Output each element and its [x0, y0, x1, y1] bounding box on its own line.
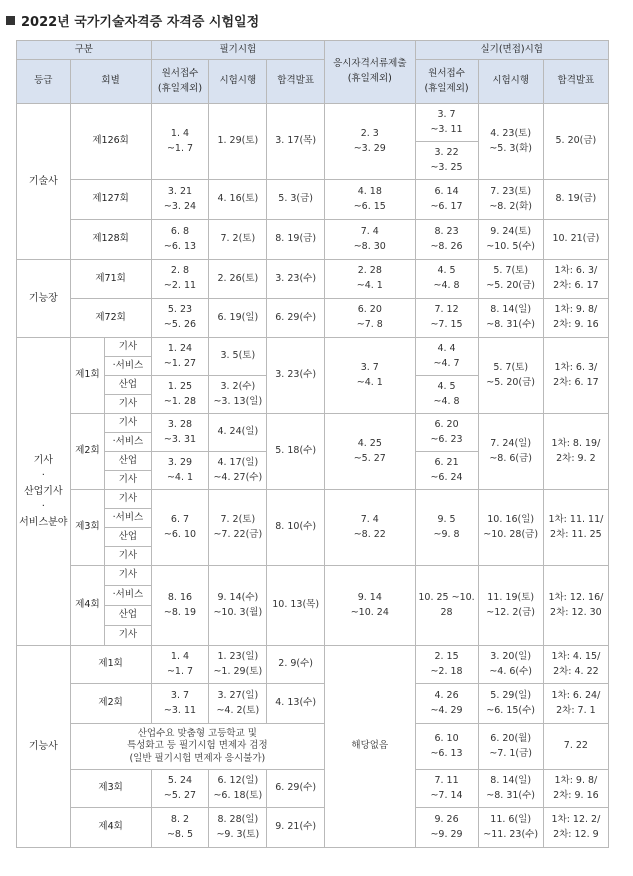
r128-w-result: 8. 19(금) [267, 220, 325, 260]
r126-w-exam: 1. 29(토) [209, 104, 267, 180]
table-row [17, 566, 609, 586]
sub-saneop: 산업 [105, 452, 151, 471]
g2-w-apply-a: 3. 28 ~3. 31 [151, 414, 209, 452]
r128-p-apply: 8. 23 ~8. 26 [415, 220, 478, 260]
r126-docs: 2. 3 ~3. 29 [325, 104, 415, 180]
sub-service: ·서비스 [105, 586, 151, 606]
n1-p-exam: 3. 20(일) ~4. 6(수) [478, 646, 543, 684]
round-g2: 제2회 [70, 414, 105, 490]
sub-service: ·서비스 [105, 509, 151, 528]
header-w-apply-label: 원서접수 [161, 67, 199, 79]
g1-p-apply-b: 4. 5 ~4. 8 [415, 376, 478, 414]
r126-w-apply: 1. 4 ~1. 7 [151, 104, 209, 180]
header-p-apply [415, 60, 478, 104]
n3-w-apply: 5. 24 ~5. 27 [151, 770, 209, 808]
special-exam-note: 산업수요 맞춤형 고등학교 및 특성화고 등 필기시험 면제자 검정 (일반 필기시험 면제자 응시불가) [70, 724, 324, 770]
g3-w-apply: 6. 7 ~6. 10 [151, 490, 209, 566]
n4-w-apply: 8. 2 ~8. 5 [151, 808, 209, 848]
sub-gisa2: 기사 [105, 395, 151, 414]
sub-saneop: 산업 [105, 528, 151, 547]
title-bullet-icon [6, 16, 15, 25]
g4-w-result: 10. 13(목) [267, 566, 325, 646]
round-n3: 제3회 [70, 770, 151, 808]
n3-p-apply: 7. 11 ~7. 14 [415, 770, 478, 808]
g2-p-apply-a: 6. 20 ~6. 23 [415, 414, 478, 452]
r126-p-exam: 4. 23(토) ~5. 3(화) [478, 104, 543, 180]
r127-w-apply: 3. 21 ~3. 24 [151, 180, 209, 220]
exam-schedule-table [16, 40, 609, 848]
sub-service: ·서비스 [105, 433, 151, 452]
r128-p-exam: 9. 24(토) ~10. 5(수) [478, 220, 543, 260]
g2-p-apply-b: 6. 21 ~6. 24 [415, 452, 478, 490]
n3-p-exam: 8. 14(일) ~8. 31(수) [478, 770, 543, 808]
n2-p-exam: 5. 29(일) ~6. 15(수) [478, 684, 543, 724]
n4-p-apply: 9. 26 ~9. 29 [415, 808, 478, 848]
g3-p-result: 1차: 11. 11/ 2차: 11. 25 [543, 490, 608, 566]
page-title-text: 2022년 국가기술자격증 자격증 시험일정 [21, 14, 260, 30]
header-written: 필기시험 [151, 41, 325, 60]
r71-p-exam: 5. 7(토) ~5. 20(금) [478, 260, 543, 299]
n4-w-result: 9. 21(수) [267, 808, 325, 848]
table-row [17, 104, 609, 142]
sub-gisa: 기사 [105, 338, 151, 357]
table-row [17, 770, 609, 808]
g1-w-apply-a: 1. 24 ~1. 27 [151, 338, 209, 376]
n1-w-result: 2. 9(수) [267, 646, 325, 684]
g1-w-result: 3. 23(수) [267, 338, 325, 414]
page-title [6, 8, 259, 32]
table-row [17, 180, 609, 220]
table-row [17, 684, 609, 724]
header-practical: 실기(면접)시험 [415, 41, 609, 60]
g4-p-apply: 10. 25 ~10. 28 [415, 566, 478, 646]
g2-w-apply-b: 3. 29 ~4. 1 [151, 452, 209, 490]
header-docs-label: 응시자격서류제출 [333, 58, 407, 70]
g2-w-exam-b: 4. 17(일) ~4. 27(수) [209, 452, 267, 490]
header-p-result: 합격발표 [543, 60, 608, 104]
round-g3: 제3회 [70, 490, 105, 566]
round-72: 제72회 [70, 299, 151, 338]
table-row [17, 299, 609, 338]
r71-p-apply: 4. 5 ~4. 8 [415, 260, 478, 299]
sub-service: ·서비스 [105, 357, 151, 376]
r71-w-exam: 2. 26(토) [209, 260, 267, 299]
g3-w-exam: 7. 2(토) ~7. 22(금) [209, 490, 267, 566]
r126-w-result: 3. 17(목) [267, 104, 325, 180]
r71-p-result: 1차: 6. 3/ 2차: 6. 17 [543, 260, 608, 299]
n2-p-apply: 4. 26 ~4. 29 [415, 684, 478, 724]
category-gineungsa: 기능사 [17, 646, 71, 848]
n4-w-exam: 8. 28(일) ~9. 3(토) [209, 808, 267, 848]
sub-saneop: 산업 [105, 376, 151, 395]
round-71: 제71회 [70, 260, 151, 299]
round-n2: 제2회 [70, 684, 151, 724]
n1-w-apply: 1. 4 ~1. 7 [151, 646, 209, 684]
g1-w-apply-b: 1. 25 ~1. 28 [151, 376, 209, 414]
round-g1: 제1회 [70, 338, 105, 414]
sub-gisa: 기사 [105, 566, 151, 586]
n3-w-result: 6. 29(수) [267, 770, 325, 808]
r72-w-apply: 5. 23 ~5. 26 [151, 299, 209, 338]
r72-p-apply: 7. 12 ~7. 15 [415, 299, 478, 338]
g4-p-exam: 11. 19(토) ~12. 2(금) [478, 566, 543, 646]
r127-p-apply: 6. 14 ~6. 17 [415, 180, 478, 220]
header-w-apply [151, 60, 209, 104]
g3-p-exam: 10. 16(일) ~10. 28(금) [478, 490, 543, 566]
r71-w-result: 3. 23(수) [267, 260, 325, 299]
sub-gisa: 기사 [105, 414, 151, 433]
r72-w-result: 6. 29(수) [267, 299, 325, 338]
table-row [17, 724, 609, 770]
ns-p-result: 7. 22 [543, 724, 608, 770]
sub-saneop: 산업 [105, 606, 151, 626]
g3-w-result: 8. 10(수) [267, 490, 325, 566]
header-round: 회별 [70, 60, 151, 104]
r128-w-exam: 7. 2(토) [209, 220, 267, 260]
table-row [17, 260, 609, 299]
g2-docs: 4. 25 ~5. 27 [325, 414, 415, 490]
sub-gisa: 기사 [105, 490, 151, 509]
n3-w-exam: 6. 12(일) ~6. 18(토) [209, 770, 267, 808]
table-row [17, 338, 609, 357]
table-row [17, 646, 609, 684]
round-128: 제128회 [70, 220, 151, 260]
r128-p-result: 10. 21(금) [543, 220, 608, 260]
g2-p-result: 1차: 8. 19/ 2차: 9. 2 [543, 414, 608, 490]
header-p-apply-label: 원서접수 [428, 67, 465, 79]
n3-p-result: 1차: 9. 8/ 2차: 9. 16 [543, 770, 608, 808]
r127-p-exam: 7. 23(토) ~8. 2(화) [478, 180, 543, 220]
round-126: 제126회 [70, 104, 151, 180]
round-127: 제127회 [70, 180, 151, 220]
r127-w-exam: 4. 16(토) [209, 180, 267, 220]
sub-gisa2: 기사 [105, 471, 151, 490]
r127-docs: 4. 18 ~6. 15 [325, 180, 415, 220]
n2-p-result: 1차: 6. 24/ 2차: 7. 1 [543, 684, 608, 724]
r71-docs: 2. 28 ~4. 1 [325, 260, 415, 299]
header-p-exam: 시험시행 [478, 60, 543, 104]
r127-p-result: 8. 19(금) [543, 180, 608, 220]
header-grade: 등급 [17, 60, 71, 104]
category-gineungjang: 기능장 [17, 260, 71, 338]
g1-w-exam-b: 3. 2(수) ~3. 13(일) [209, 376, 267, 414]
header-w-result: 합격발표 [267, 60, 325, 104]
sub-gisa2: 기사 [105, 626, 151, 646]
n4-p-result: 1차: 12. 2/ 2차: 12. 9 [543, 808, 608, 848]
category-gisa: 기사 · 산업기사 · 서비스분야 [17, 338, 71, 646]
r72-p-exam: 8. 14(일) ~8. 31(수) [478, 299, 543, 338]
g2-w-result: 5. 18(수) [267, 414, 325, 490]
n1-w-exam: 1. 23(일) ~1. 29(토) [209, 646, 267, 684]
sub-gisa2: 기사 [105, 547, 151, 566]
header-docs-sub: (휴일제외) [347, 73, 392, 84]
g4-p-result: 1차: 12. 16/ 2차: 12. 30 [543, 566, 608, 646]
g1-p-result: 1차: 6. 3/ 2차: 6. 17 [543, 338, 608, 414]
r126-p-result: 5. 20(금) [543, 104, 608, 180]
r71-w-apply: 2. 8 ~2. 11 [151, 260, 209, 299]
ns-p-exam: 6. 20(월) ~7. 1(금) [478, 724, 543, 770]
n1-p-result: 1차: 4. 15/ 2차: 4. 22 [543, 646, 608, 684]
header-docs [325, 41, 415, 104]
g3-docs: 7. 4 ~8. 22 [325, 490, 415, 566]
g2-w-exam-a: 4. 24(일) [209, 414, 267, 452]
ns-p-apply: 6. 10 ~6. 13 [415, 724, 478, 770]
table-row [17, 220, 609, 260]
table-row [17, 808, 609, 848]
round-n4: 제4회 [70, 808, 151, 848]
category-gisulsa: 기술사 [17, 104, 71, 260]
g1-p-exam: 5. 7(토) ~5. 20(금) [478, 338, 543, 414]
header-gubun: 구분 [17, 41, 152, 60]
r126-p-apply-b: 3. 22 ~3. 25 [415, 142, 478, 180]
r72-p-result: 1차: 9. 8/ 2차: 9. 16 [543, 299, 608, 338]
r127-w-result: 5. 3(금) [267, 180, 325, 220]
r128-docs: 7. 4 ~8. 30 [325, 220, 415, 260]
n2-w-result: 4. 13(수) [267, 684, 325, 724]
n4-p-exam: 11. 6(일) ~11. 23(수) [478, 808, 543, 848]
g4-w-apply: 8. 16 ~8. 19 [151, 566, 209, 646]
round-g4: 제4회 [70, 566, 105, 646]
r72-docs: 6. 20 ~7. 8 [325, 299, 415, 338]
header-p-apply-sub: (휴일제외) [424, 82, 469, 94]
n2-w-apply: 3. 7 ~3. 11 [151, 684, 209, 724]
header-w-apply-sub: (휴일제외) [157, 82, 203, 94]
n-docs: 해당없음 [325, 646, 415, 848]
g1-p-apply-a: 4. 4 ~4. 7 [415, 338, 478, 376]
r72-w-exam: 6. 19(일) [209, 299, 267, 338]
header-w-exam: 시험시행 [209, 60, 267, 104]
g2-p-exam: 7. 24(일) ~8. 6(금) [478, 414, 543, 490]
header-row-2 [17, 60, 609, 104]
g1-docs: 3. 7 ~4. 1 [325, 338, 415, 414]
table-row [17, 490, 609, 509]
g1-w-exam-a: 3. 5(토) [209, 338, 267, 376]
g3-p-apply: 9. 5 ~9. 8 [415, 490, 478, 566]
round-n1: 제1회 [70, 646, 151, 684]
n2-w-exam: 3. 27(일) ~4. 2(토) [209, 684, 267, 724]
n1-p-apply: 2. 15 ~2. 18 [415, 646, 478, 684]
g4-docs: 9. 14 ~10. 24 [325, 566, 415, 646]
header-row-1 [17, 41, 609, 60]
table-row [17, 414, 609, 433]
r126-p-apply-a: 3. 7 ~3. 11 [415, 104, 478, 142]
r128-w-apply: 6. 8 ~6. 13 [151, 220, 209, 260]
g4-w-exam: 9. 14(수) ~10. 3(월) [209, 566, 267, 646]
